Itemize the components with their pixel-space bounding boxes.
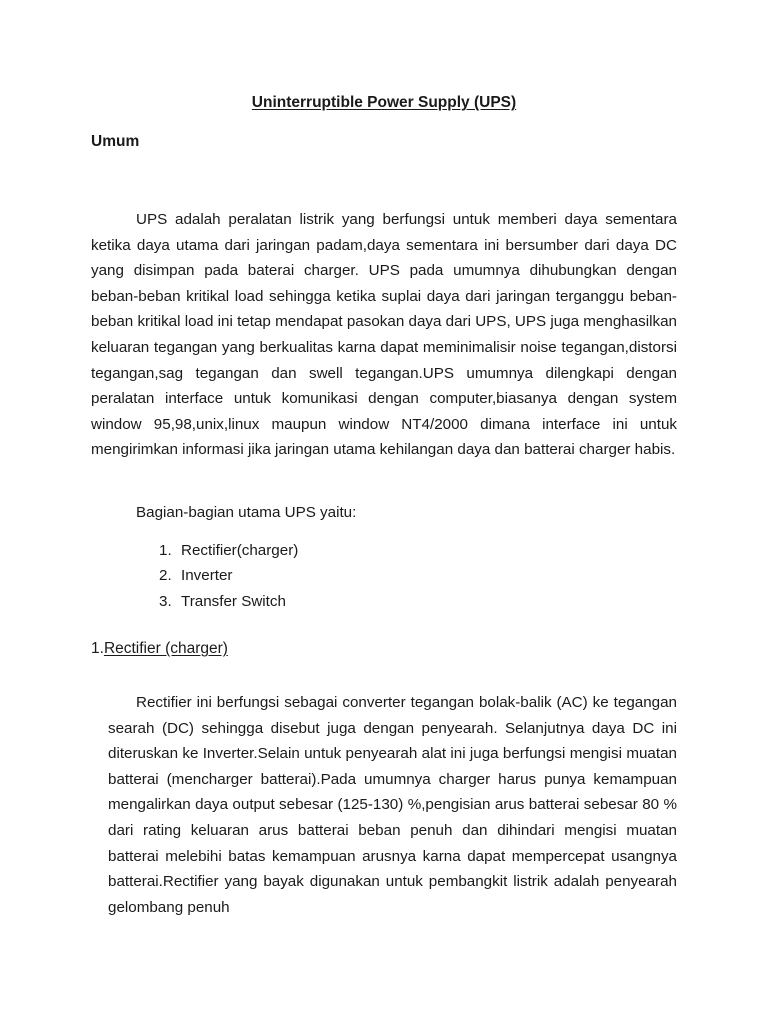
list-item [159,538,298,563]
rectifier-heading-number: 1. [91,640,104,657]
rectifier-heading [91,640,228,658]
list-item-number: 3. [159,592,172,610]
document-title: Uninterruptible Power Supply (UPS) [251,94,517,111]
rectifier-paragraph: Rectifier ini berfungsi sebagai converter tegangan bolak-balik (AC) ke tegangan searah (DC) sehingga disebut juga dengan penyearah. Selanjutnya daya DC ini diteruskan ke Inverter.Selain untuk penyearah alat ini juga berfungsi mengisi muatan batterai (mencharger batterai).Pada umumnya charger harus punya kemampuan mengalirkan daya output sebesar (125-130) %,pengisian arus batterai sebesar 80 % dari rating keluaran arus batterai beban penuh dan dihindari mengisi muatan batterai melebihi batas kemampuan arusnya karna dapat mempercepat usangnya batterai.Rectifier yang bayak digunakan untuk pembangkit listrik adalah penyearah gelombang penuh [108,694,677,916]
parts-intro-text: Bagian-bagian utama UPS yaitu: [136,504,357,521]
list-item-label: Rectifier(charger) [181,542,299,559]
intro-paragraph: UPS adalah peralatan listrik yang berfungsi untuk memberi daya sementara ketika daya utama dari jaringan padam,daya sementara ini bersumber dari daya DC yang disimpan pada baterai charger. UPS pada umumnya dihubungkan dengan beban-beban kritikal load sehingga ketika suplai daya dari jaringan terganggu beban-beban kritikal load ini tetap mendapat pasokan daya dari UPS, UPS juga menghasilkan keluaran tegangan yang berkualitas karna dapat meminimalisir noise tegangan,distorsi tegangan,sag tegangan dan swell tegangan.UPS umumnya dilengkapi dengan peralatan interface untuk komunikasi dengan computer,biasanya dengan system window 95,98,unix,linux maupun window NT4/2000 dimana interface ini untuk mengirimkan informasi jika jaringan utama kehilangan daya dan batterai charger habis. [91,211,677,459]
parts-list [159,538,298,614]
section-heading-umum: Umum [91,133,140,150]
list-item-number: 2. [159,567,172,585]
list-item-label: Inverter [181,567,233,585]
list-item [159,563,298,588]
list-item-number: 1. [159,542,172,559]
list-item-label: Transfer Switch [181,592,286,610]
rectifier-heading-label: Rectifier (charger) [103,640,228,657]
list-item [159,589,298,614]
